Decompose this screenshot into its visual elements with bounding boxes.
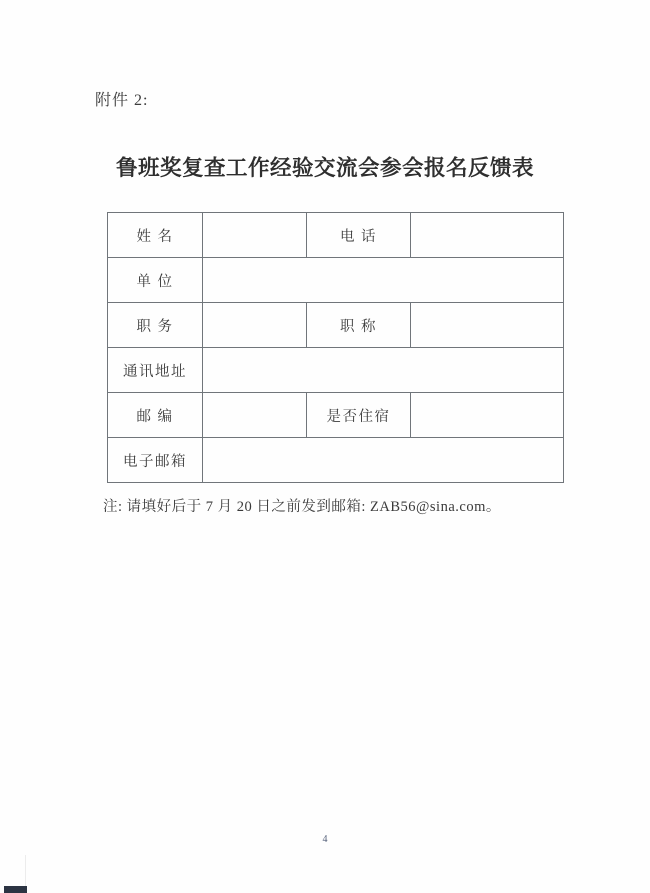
phone-label: 电 话 bbox=[307, 213, 411, 258]
page-number: 4 bbox=[322, 834, 328, 845]
postcode-value-cell bbox=[203, 393, 307, 438]
unit-value-cell bbox=[203, 258, 564, 303]
postcode-label: 邮 编 bbox=[108, 393, 203, 438]
email-value-cell bbox=[203, 438, 564, 483]
unit-label: 单 位 bbox=[108, 258, 203, 303]
submission-note: 注: 请填好后于 7 月 20 日之前发到邮箱: ZAB56@sina.com。 bbox=[103, 499, 501, 515]
corner-scan-artifact bbox=[4, 886, 27, 893]
table-row-name-phone bbox=[108, 213, 564, 258]
name-value-cell bbox=[203, 213, 307, 258]
registration-form-table bbox=[107, 212, 564, 483]
address-label: 通讯地址 bbox=[108, 348, 203, 393]
attachment-label: 附件 2: bbox=[95, 92, 149, 109]
table-row-position-title bbox=[108, 303, 564, 348]
table-row-email bbox=[108, 438, 564, 483]
email-label: 电子邮箱 bbox=[108, 438, 203, 483]
lodging-label: 是否住宿 bbox=[307, 393, 411, 438]
address-value-cell bbox=[203, 348, 564, 393]
table-row-postcode-lodging bbox=[108, 393, 564, 438]
page-title: 鲁班奖复查工作经验交流会参会报名反馈表 bbox=[115, 156, 534, 180]
table-row-unit bbox=[108, 258, 564, 303]
lodging-value-cell bbox=[411, 393, 564, 438]
table-row-address bbox=[108, 348, 564, 393]
position-value-cell bbox=[203, 303, 307, 348]
professional-title-value-cell bbox=[411, 303, 564, 348]
professional-title-label: 职 称 bbox=[307, 303, 411, 348]
name-label: 姓 名 bbox=[108, 213, 203, 258]
position-label: 职 务 bbox=[108, 303, 203, 348]
phone-value-cell bbox=[411, 213, 564, 258]
